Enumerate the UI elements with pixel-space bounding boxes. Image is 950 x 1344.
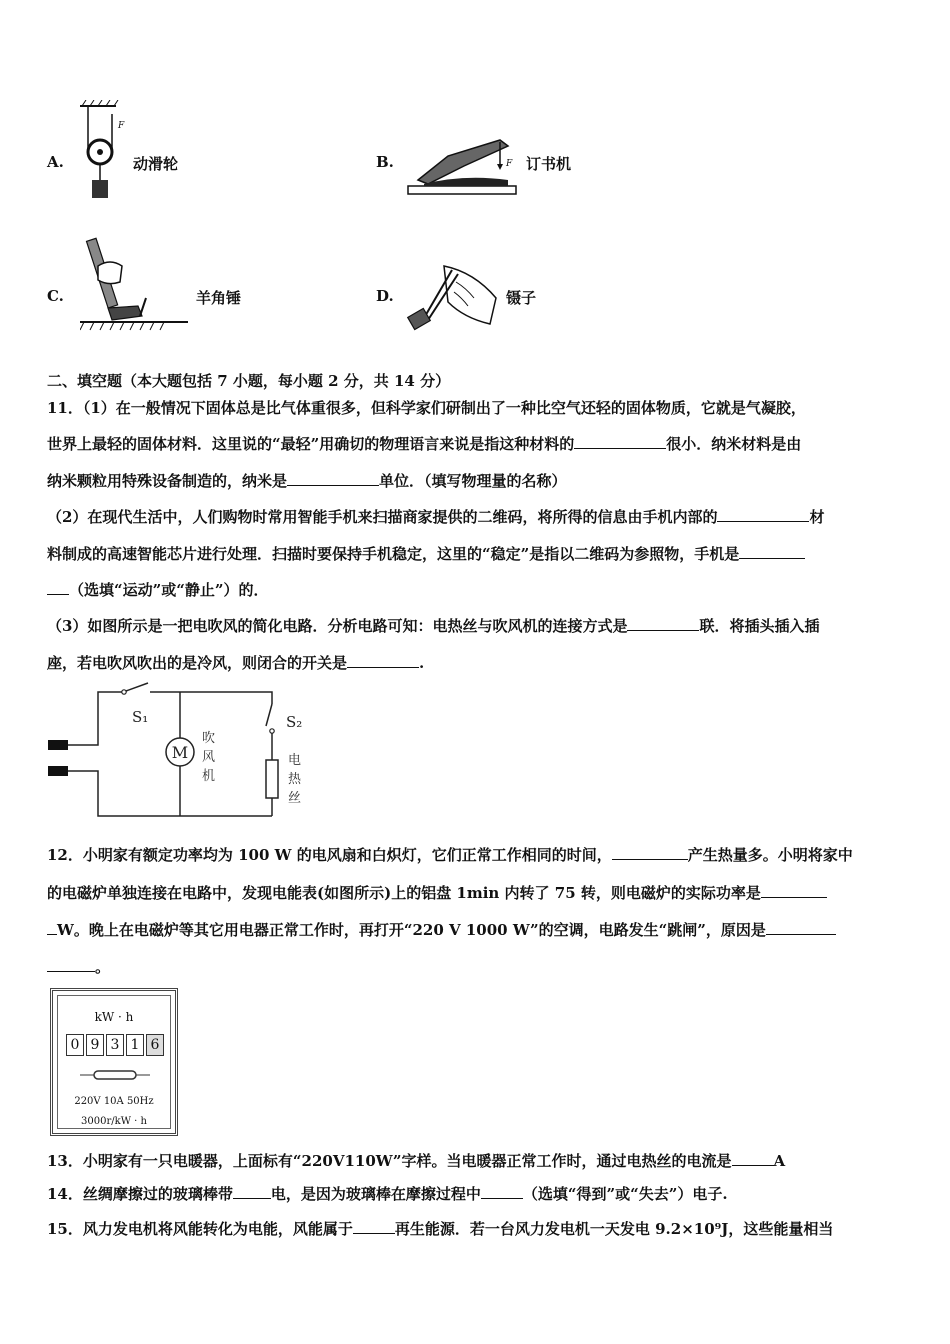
q12-line-1 <box>47 844 853 865</box>
q11-blank-switch[interactable] <box>347 653 419 668</box>
q15-blank-renewable[interactable] <box>353 1219 395 1234</box>
option-b-letter: B. <box>376 153 394 171</box>
switch-s1-label: S₁ <box>132 708 149 726</box>
q11-line-1: 11．（1）在一般情况下固体总是比气体重很多，但科学家们研制出了一种比空气还轻的固体物质，它就是气凝胶， <box>47 399 806 417</box>
q11-line-7-text: （3）如图所示是一把电吹风的简化电路．分析电路可知：电热丝与吹风机的连接方式是 <box>47 617 628 635</box>
energy-meter-panel <box>57 995 171 1129</box>
option-b-label: 订书机 <box>526 155 572 173</box>
q13-tail: A <box>773 1152 786 1170</box>
q13-blank-current[interactable] <box>732 1151 774 1166</box>
option-d-letter: D. <box>376 287 394 305</box>
heater-label-3: 丝 <box>288 791 302 806</box>
q12-blank-heat[interactable] <box>612 845 688 860</box>
q12-blank-power-b[interactable] <box>47 920 57 935</box>
q11-blank-connection[interactable] <box>627 616 699 631</box>
q15-line <box>47 1218 833 1239</box>
option-a-label: 动滑轮 <box>133 155 179 173</box>
q14-blank-electron[interactable] <box>481 1184 523 1199</box>
q11-line-4 <box>47 506 824 527</box>
q12-line-4-text: 。 <box>95 958 111 976</box>
heater-label-1: 电 <box>288 753 302 768</box>
q11-line-6 <box>47 579 269 600</box>
q12-line-3-text: W。晚上在电磁炉等其它用电器正常工作时，再打开“220 V 1000 W”的空调，电路发生“跳闸”，原因是 <box>57 921 766 939</box>
q14-line <box>47 1183 728 1204</box>
q11-line-7-tail: 联．将插头插入插 <box>699 617 820 635</box>
q14-text-c: （选填“得到”或“失去”）电子. <box>522 1185 728 1203</box>
tweezers-figure <box>404 258 504 336</box>
q14-text-a: 14．丝绸摩擦过的玻璃棒带 <box>47 1185 233 1203</box>
meter-spec: 220V 10A 50Hz <box>74 1096 154 1107</box>
energy-meter <box>50 988 178 1136</box>
q11-blank-motion-b[interactable] <box>47 580 69 595</box>
q11-line-5-text: 料制成的高速智能芯片进行处理．扫描时要保持手机稳定，这里的“稳定”是指以二维码为参照物，手机是 <box>47 545 740 563</box>
switch-s2-label: S₂ <box>286 713 303 731</box>
svg-text:F: F <box>506 159 513 169</box>
q14-text-b: 电，是因为玻璃棒在摩擦过程中 <box>270 1185 481 1203</box>
option-a-letter: A. <box>47 153 64 171</box>
q11-line-3-tail: 单位．（填写物理量的名称） <box>379 472 567 490</box>
q12-blank-reason-a[interactable] <box>766 920 836 935</box>
q12-line-4 <box>47 956 110 977</box>
section-heading: 二、填空题（本大题包括 7 小题，每小题 2 分，共 14 分） <box>47 372 451 390</box>
fan-label-2: 风 <box>202 750 216 765</box>
meter-rate: 3000r/kW · h <box>81 1116 147 1127</box>
q11-line-2 <box>47 433 801 454</box>
stapler-figure <box>404 128 524 200</box>
q13-line <box>47 1150 785 1171</box>
q12-blank-power-a[interactable] <box>761 883 827 898</box>
q11-blank-motion-a[interactable] <box>739 544 805 559</box>
fan-label-3: 机 <box>202 769 216 784</box>
q12-line-1-text: 12．小明家有额定功率均为 100 W 的电风扇和白炽灯，它们正常工作相同的时间， <box>47 846 612 864</box>
q11-line-8-text: 座，若电吹风吹出的是冷风，则闭合的开关是 <box>47 654 348 672</box>
q14-blank-charge[interactable] <box>233 1184 271 1199</box>
q11-line-2-tail: 很小．纳米材料是由 <box>666 435 802 453</box>
meter-digit: 1 <box>126 1034 144 1056</box>
q15-text-b: 再生能源．若一台风力发电机一天发电 9.2×10⁹J，这些能量相当 <box>394 1220 834 1238</box>
q11-line-5 <box>47 543 805 564</box>
q11-blank-density[interactable] <box>574 434 666 449</box>
q12-line-2-text: 的电磁炉单独连接在电路中，发现电能表(如图所示)上的铝盘 1min 内转了 75 转，则电磁炉的实际功率是 <box>47 884 761 902</box>
q11-line-8-tail: . <box>419 654 425 672</box>
q12-line-1-tail: 产生热量多。小明将家中 <box>687 846 853 864</box>
motor-symbol: M <box>171 743 189 762</box>
meter-unit: kW · h <box>94 1010 134 1024</box>
q11-blank-nano-unit[interactable] <box>287 471 379 486</box>
q11-line-8 <box>47 652 424 673</box>
meter-digits <box>66 1034 166 1056</box>
movable-pulley-figure <box>76 100 132 204</box>
q11-line-3 <box>47 470 567 491</box>
option-c-label: 羊角锤 <box>196 289 242 307</box>
q12-line-3 <box>47 919 836 940</box>
meter-rotor-window <box>80 1068 150 1082</box>
hair-dryer-circuit <box>46 680 316 820</box>
meter-digit-decimal: 6 <box>146 1034 164 1056</box>
heater-label-2: 热 <box>288 772 302 787</box>
q11-line-4-tail: 材 <box>809 508 825 526</box>
svg-text:F: F <box>118 121 125 131</box>
q15-text-a: 15．风力发电机将风能转化为电能，风能属于 <box>47 1220 353 1238</box>
q11-line-4-text: （2）在现代生活中，人们购物时常用智能手机来扫描商家提供的二维码，将所得的信息由手机内部的 <box>47 508 718 526</box>
option-c-letter: C. <box>47 287 64 305</box>
meter-digit: 0 <box>66 1034 84 1056</box>
meter-digit: 9 <box>86 1034 104 1056</box>
q11-line-7 <box>47 615 819 636</box>
claw-hammer-figure <box>80 236 190 336</box>
q11-line-3-text: 纳米颗粒用特殊设备制造的，纳米是 <box>47 472 288 490</box>
q11-line-6-text: （选填“运动”或“静止”）的． <box>69 581 269 599</box>
q13-text: 13．小明家有一只电暖器，上面标有“220V110W”字样。当电暖器正常工作时，通过电热丝的电流是 <box>47 1152 732 1170</box>
fan-label-1: 吹 <box>202 731 216 746</box>
q12-line-2 <box>47 882 827 903</box>
q11-line-2-text: 世界上最轻的固体材料．这里说的“最轻”用确切的物理语言来说是指这种材料的 <box>47 435 575 453</box>
option-d-label: 镊子 <box>506 289 537 307</box>
q11-blank-material[interactable] <box>717 507 809 522</box>
q12-blank-reason-b[interactable] <box>47 957 95 972</box>
meter-digit: 3 <box>106 1034 124 1056</box>
